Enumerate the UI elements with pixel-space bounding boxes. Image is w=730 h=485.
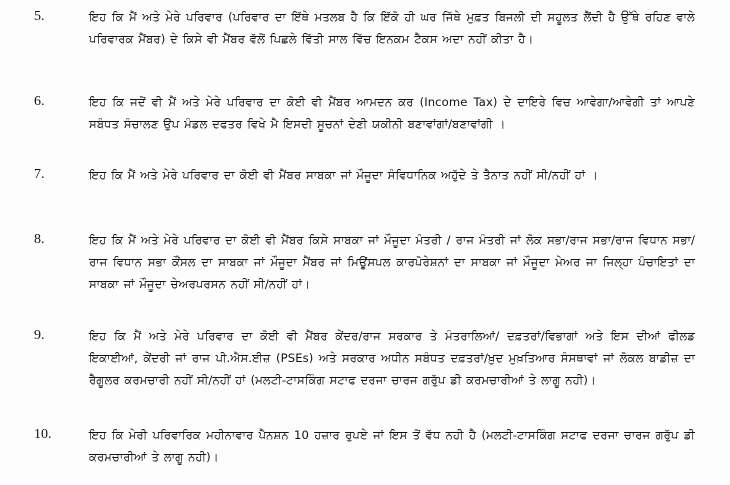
item-number: 5. — [34, 9, 45, 24]
item-text: ਇਹ ਕਿ ਮੈਂ ਅਤੇ ਮੇਰੇ ਪਰਿਵਾਰ (ਪਰਿਵਾਰ ਦਾ ਇੱਥੇ ਮਤਲਬ ਹੈ ਕਿ ਇੱਕੋ ਹੀ ਘਰ ਜਿੱਥੇ ਮੁਫ਼ਤ ਬਿਜਲੀ ਦੀ ਸਹੂਲਤ ਲੈਂਦੀ ਹੈ ਉੱਥੇ ਰਹਿਣ ਵਾਲੇ ਪਰਿਵਾਰਕ ਮੈਂਬਰ) ਦੇ ਕਿਸੇ ਵੀ ਮੈਂਬਰ ਵੱਲੋਂ ਪਿਛਲੇ ਵਿੱਤੀ ਸਾਲ ਵਿੱਚ ਇਨਕਮ ਟੈਕਸ ਅਦਾ ਨਹੀਂ ਕੀਤਾ ਹੈ। — [89, 10, 695, 46]
item-number: 8. — [34, 232, 45, 247]
item-number: 9. — [34, 328, 45, 343]
item-text: ਇਹ ਕਿ ਮੈਂ ਅਤੇ ਮੇਰੇ ਪਰਿਵਾਰ ਦਾ ਕੋਈ ਵੀ ਮੈਂਬਰ ਕੇਂਦਰ/ਰਾਜ ਸਰਕਾਰ ਤੇ ਮੰਤਰਾਲਿਆਂ/ ਦਫ਼ਤਰਾਂ/ਵਿਭਾਗਾਂ ਅਤੇ ਇਸ ਦੀਆਂ ਫੀਲਡ ਇਕਾਈਆਂ, ਕੇਂਦਰੀ ਜਾਂ ਰਾਜ ਪੀ.ਐਸ.ਈਜ਼ (PSEs) ਅਤੇ ਸਰਕਾਰ ਅਧੀਨ ਸਬੰਧਤ ਦਫ਼ਤਰਾਂ/ਖ਼ੁਦ ਮੁਖ਼ਤਿਆਰ ਸੰਸਥਾਵਾਂ ਜਾਂ ਲੋਕਲ ਬਾਡੀਜ਼ ਦਾ ਰੈਗੂਲਰ ਕਰਮਚਾਰੀ ਨਹੀਂ ਸੀ/ਨਹੀਂ ਹਾਂ (ਮਲਟੀ-ਟਾਸਕਿੰਗ ਸਟਾਫ ਦਰਜਾ ਚਾਰਜ ਗਰੁੱਪ ਡੀ ਕਰਮਚਾਰੀਆਂ ਤੇ ਲਾਗੂ ਨਹੀ)। — [89, 329, 695, 387]
item-text: ਇਹ ਕਿ ਮੈਂ ਅਤੇ ਮੇਰੇ ਪਰਿਵਾਰ ਦਾ ਕੋਈ ਵੀ ਮੈਂਬਰ ਕਿਸੇ ਸਾਬਕਾ ਜਾਂ ਮੌਜੂਦਾ ਮੰਤਰੀ / ਰਾਜ ਮੰਤਰੀ ਜਾਂ ਲੋਕ ਸਭਾ/ਰਾਜ ਸਭਾ/ਰਾਜ ਵਿਧਾਨ ਸਭਾ/ਰਾਜ ਵਿਧਾਨ ਸਭਾ ਕੌਂਸਲ ਦਾ ਸਾਬਕਾ ਜਾਂ ਮੌਜੂਦਾ ਮੈਂਬਰ ਜਾਂ ਮਿਊਂਸਪਲ ਕਾਰਪੋਰੇਸ਼ਨਾਂ ਦਾ ਸਾਬਕਾ ਜਾਂ ਮੌਜੂਦਾ ਮੇਅਰ ਜਾ ਜਿਲ੍ਹਾ ਪੰਚਾਇਤਾਂ ਦਾ ਸਾਬਕਾ ਜਾਂ ਮੌਜੂਦਾ ਚੇਅਰਪਰਸਨ ਨਹੀਂ ਸੀ/ਨਹੀਂ ਹਾਂ। — [89, 233, 695, 291]
item-number: 10. — [34, 427, 52, 442]
item-text: ਇਹ ਕਿ ਮੇਰੀ ਪਰਿਵਾਰਿਕ ਮਹੀਨਾਵਾਰ ਪੈਨਸ਼ਨ 10 ਹਜ਼ਾਰ ਰੁਪਏ ਜਾਂ ਇਸ ਤੋਂ ਵੱਧ ਨਹੀ ਹੈ (ਮਲਟੀ-ਟਾਸਕਿੰਗ ਸਟਾਫ ਦਰਜਾ ਚਾਰਜ ਗਰੁੱਪ ਡੀ ਕਰਮਚਾਰੀਆਂ ਤੇ ਲਾਗੂ ਨਹੀ)। — [89, 428, 695, 464]
item-text: ਇਹ ਕਿ ਮੈਂ ਅਤੇ ਮੇਰੇ ਪਰਿਵਾਰ ਦਾ ਕੋਈ ਵੀ ਮੈਂਬਰ ਸਾਬਕਾ ਜਾਂ ਮੌਜੂਦਾ ਸੰਵਿਧਾਨਿਕ ਅਹੁੱਦੇ ਤੇ ਤੈਨਾਤ ਨਹੀਂ ਸੀ/ਨਹੀਂ ਹਾਂ । — [89, 168, 598, 182]
item-text: ਇਹ ਕਿ ਜਦੋਂ ਵੀ ਮੈਂ ਅਤੇ ਮੇਰੇ ਪਰਿਵਾਰ ਦਾ ਕੋਈ ਵੀ ਮੈਂਬਰ ਆਮਦਨ ਕਰ (Income Tax) ਦੇ ਦਾਇਰੇ ਵਿਚ ਆਵੇਗਾ/ਆਵੇਗੀ ਤਾਂ ਆਪਣੇ ਸਬੰਧਤ ਸੰਚਾਲਣ ਉਪ ਮੰਡਲ ਦਫਤਰ ਵਿਖੇ ਮੈ ਇਸਦੀ ਸੂਚਨਾਂ ਦੇਣੀ ਯਕੀਨੀ ਬਣਾਵਾਂਗਾਂ/ਬਣਾਵਾਂਗੀ । — [89, 95, 695, 131]
item-number: 7. — [34, 167, 45, 182]
item-number: 6. — [34, 94, 45, 109]
